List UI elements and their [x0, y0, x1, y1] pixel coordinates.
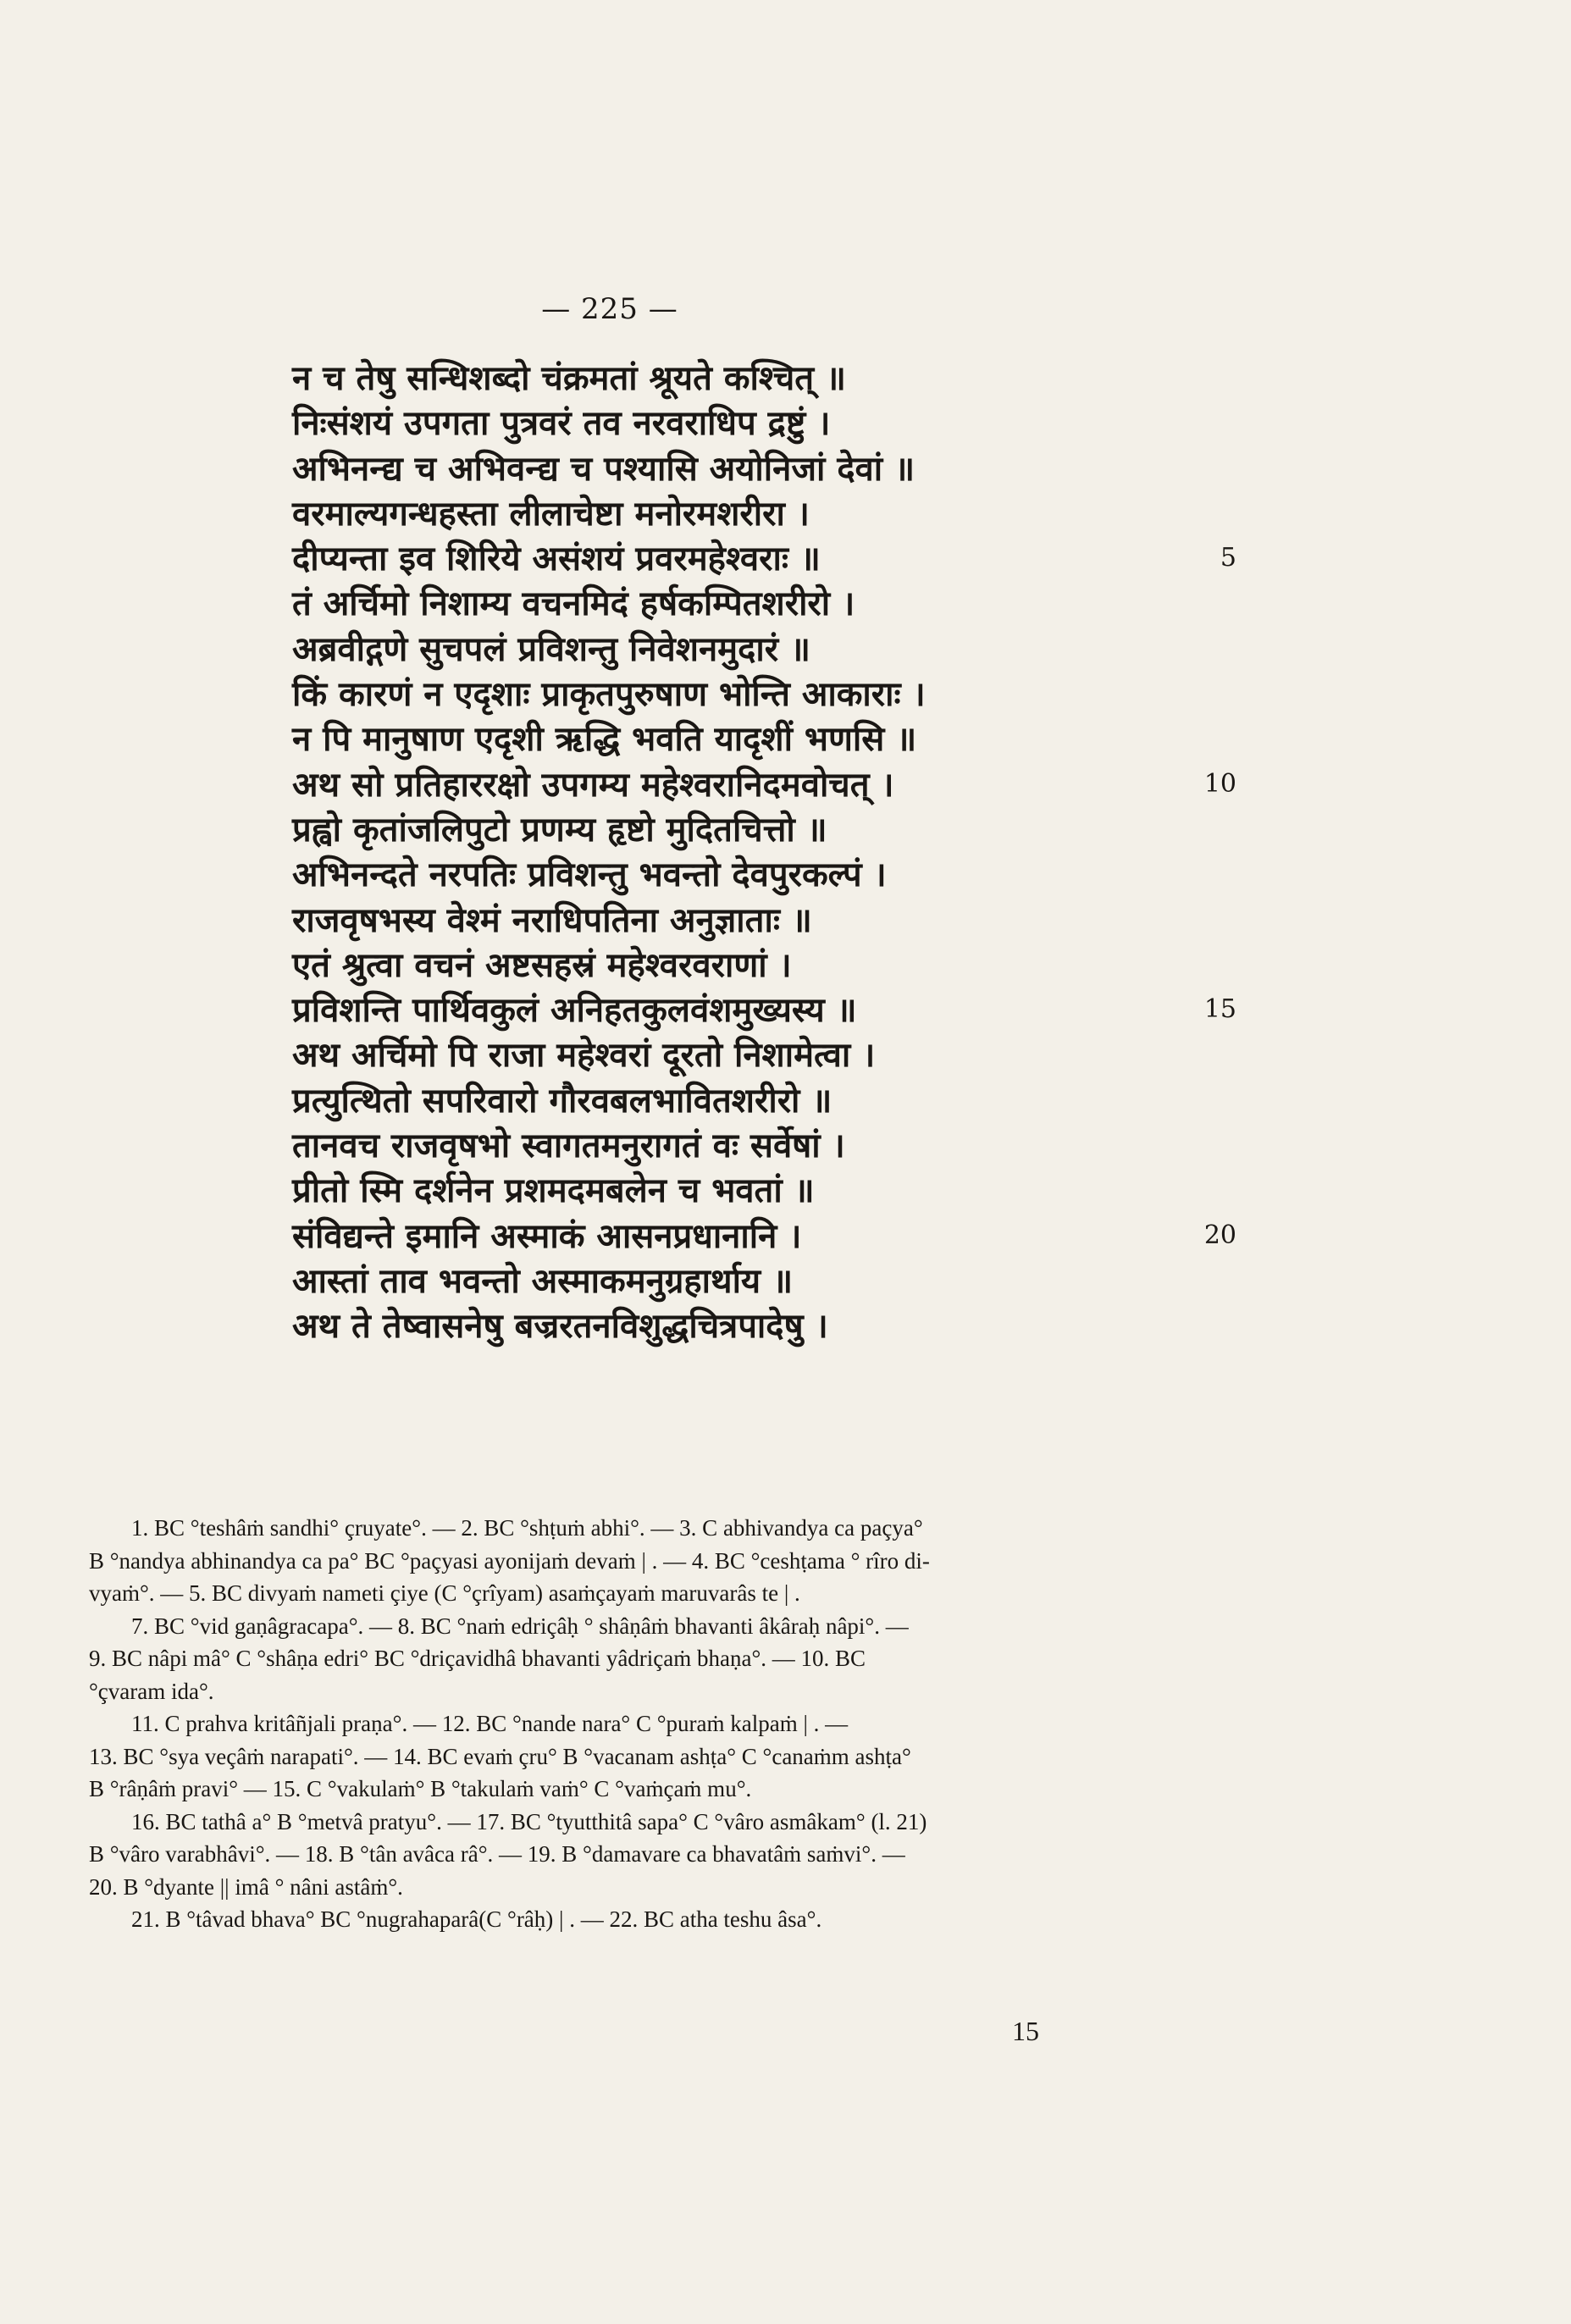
footnote-line: 7. BC °vid gaṇâgracapa°. — 8. BC °naṁ edriçâḥ ° shâṇâṁ bhavanti âkâraḥ nâpi°. —	[131, 1613, 909, 1639]
verse-line: न पि मानुषाण एदृशी ऋद्धि भवति यादृशीं भणसि ॥	[292, 719, 917, 760]
verse-line: प्रीतो स्मि दर्शनेन प्रशमदमबलेन च भवतां ॥	[292, 1170, 815, 1211]
verse-line: अथ अर्चिमो पि राजा महेश्वरां दूरतो निशामेत्वा ।	[292, 1035, 876, 1076]
footnote-line: 1. BC °teshâṁ sandhi° çruyate°. — 2. BC °shṭuṁ abhi°. — 3. C abhivandya ca paçya°	[131, 1515, 923, 1541]
verse-line: किं कारणं न एदृशाः प्राकृतपुरुषाण भोन्ति आकाराः ।	[292, 674, 926, 715]
verse-line: राजवृषभस्य वेश्मं नराधिपतिना अनुज्ञाताः ॥	[292, 899, 812, 940]
verse-line: प्रह्वो कृतांजलिपुटो प्रणम्य हृष्टो मुदितचित्तो ॥	[292, 809, 827, 849]
footnote-line: °çvaram ida°.	[89, 1678, 214, 1704]
footnote-line: B °râṇâṁ pravi° — 15. C °vakulaṁ° B °takulaṁ vaṁ° C °vaṁçaṁ mu°.	[89, 1776, 752, 1801]
line-number: 15	[1203, 994, 1236, 1025]
verse-line: प्रत्युत्थितो सपरिवारो गौरवबलभावितशरीरो ॥	[292, 1080, 833, 1120]
footnote-line: 13. BC °sya veçâṁ narapati°. — 14. BC evaṁ çru° B °vacanam ashṭa° C °canaṁm ashṭa°	[89, 1743, 911, 1769]
footnote-line: 16. BC tathâ a° B °metvâ pratyu°. — 17. BC °tyutthitâ sapa° C °vâro asmâkam° (l. 21)	[131, 1808, 927, 1834]
footnote-line: 21. B °tâvad bhava° BC °nugrahaparâ(C °râḥ) | . — 22. BC atha teshu âsa°.	[131, 1906, 822, 1932]
footnote-line: B °nandya abhinandya ca pa° BC °paçyasi ayonijaṁ devaṁ | . — 4. BC °ceshṭama ° rîro di-	[89, 1547, 930, 1574]
footnote-line: 9. BC nâpi mâ° C °shâṇa edri° BC °driçavidhâ bhavanti yâdriçaṁ bhaṇa°. — 10. BC	[89, 1646, 866, 1671]
verse-line: अथ सो प्रतिहाररक्षो उपगम्य महेश्वरानिदमवोचत् ।	[292, 764, 894, 805]
footnote-line: 11. C prahva kritâñjali praṇa°. — 12. BC °nande nara° C °puraṁ kalpaṁ | . —	[131, 1711, 849, 1736]
verse-line: अथ ते तेष्वासनेषु बज्ररतनविशुद्धचित्रपादेषु ।	[292, 1306, 828, 1347]
verse-line: वरमाल्यगन्धहस्ता लीलाचेष्टा मनोरमशरीरा ।	[292, 493, 810, 534]
verse-line: तं अर्चिमो निशाम्य वचनमिदं हर्षकम्पितशरीरो ।	[292, 584, 855, 624]
footnotes	[89, 1512, 1190, 1936]
line-number: 20	[1203, 1220, 1236, 1250]
footnote-line: vyaṁ°. — 5. BC divyaṁ nameti çiye (C °çrîyam) asaṁçayaṁ maruvarâs te | .	[89, 1580, 800, 1606]
line-number: 10	[1203, 768, 1236, 799]
verse-line: संविद्यन्ते इमानि अस्माकं आसनप्रधानानि ।	[292, 1215, 802, 1256]
verse-line: निःसंशयं उपगता पुत्रवरं तव नरवराधिप द्रष्टुं ।	[292, 403, 831, 444]
verse-line: अभिनन्द्य च अभिवन्द्य च पश्यासि अयोनिजां देवां ॥	[292, 448, 915, 489]
running-head: — 225 —	[541, 292, 678, 326]
footnote-line: 20. B °dyante || imâ ° nâni astâṁ°.	[89, 1873, 403, 1900]
line-number: 5	[1220, 543, 1236, 573]
signature-mark: 15	[1012, 2016, 1039, 2046]
verse-line: अब्रवीद्गणे सुचपलं प्रविशन्तु निवेशनमुदारं ॥	[292, 628, 810, 669]
verse-line: प्रविशन्ति पार्थिवकुलं अनिहतकुलवंशमुख्यस्य ॥	[292, 990, 857, 1031]
verse-line: एतं श्रुत्वा वचनं अष्टसहस्रं महेश्वरवराणां ।	[292, 944, 792, 985]
verse-line: तानवच राजवृषभो स्वागतमनुरागतं वः सर्वेषां ।	[292, 1126, 845, 1166]
verse-line: दीप्यन्ता इव शिरिये असंशयं प्रवरमहेश्वराः ॥	[292, 539, 821, 579]
verse-line: आस्तां ताव भवन्तो अस्माकमनुग्रहार्थाय ॥	[292, 1260, 794, 1301]
verse-line: अभिनन्दते नरपतिः प्रविशन्तु भवन्तो देवपुरकल्पं ।	[292, 855, 887, 895]
verse-block	[292, 356, 1308, 1349]
verse-line: न च तेषु सन्धिशब्दो चंक्रमतां श्रूयते कश्चित् ॥	[292, 358, 846, 398]
footnote-line: B °vâro varabhâvi°. — 18. B °tân avâca râ°. — 19. B °damavare ca bhavatâṁ saṁvi°. —	[89, 1841, 905, 1867]
